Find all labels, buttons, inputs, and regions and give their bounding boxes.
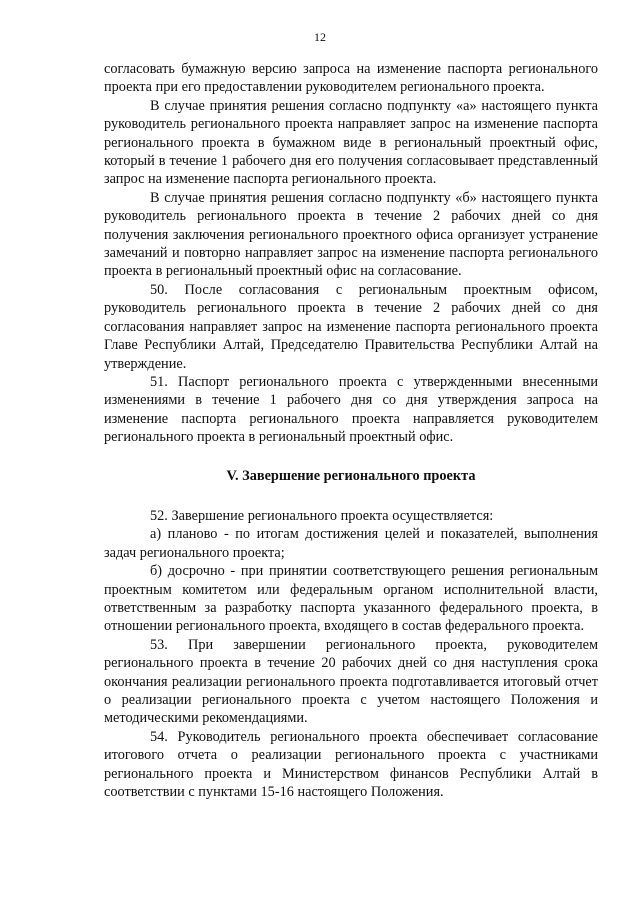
section-heading: V. Завершение регионального проекта <box>226 467 476 484</box>
paragraph-item-52: 52. Завершение регионального проекта осуществляется: <box>150 507 494 524</box>
paragraph-item-50: 50. После согласования с региональным проектным офисом, руководитель регионального проекта в течение 2 рабочих дней со дня согласования направляет запрос на изменение паспорта регионального проекта Главе Республики Алтай, Председателю Правительства Республики Алтай на утверждение. <box>104 281 598 372</box>
paragraph-subitem-a: а) планово - по итогам достижения целей и показателей, выполнения задач регионального проекта; <box>104 526 598 561</box>
paragraph-continuation: согласовать бумажную версию запроса на изменение паспорта регионального проекта при его предоставлении руководителем регионального проекта. <box>104 61 598 96</box>
paragraph-item-53: 53. При завершении регионального проекта, руководителем регионального проекта в течение 20 рабочих дней со дня наступления срока окончания реализации регионального проекта подготавливается итоговый отчет о реализации регионального проекта с учетом настоящего Положения и методическими рекомендациями. <box>104 636 598 727</box>
document-body <box>104 60 598 801</box>
paragraph: В случае принятия решения согласно подпункту «б» настоящего пункта руководитель регионального проекта в течение 2 рабочих дней со дня получения заключения регионального проектного офиса организует устранение замечаний и повторно направляет запрос на изменение паспорта регионального проекта в региональный проектный офис на согласование. <box>104 189 598 280</box>
paragraph-item-54: 54. Руководитель регионального проекта обеспечивает согласование итогового отчета о реализации регионального проекта с участниками регионального проекта и Министерством финансов Республики Алтай в соответствии с пунктами 15-16 настоящего Положения. <box>104 728 598 801</box>
paragraph-subitem-b: б) досрочно - при принятии соответствующего решения региональным проектным комитетом или федеральным органом исполнительной власти, ответственным за разработку паспорта указанного федерального проекта, в отношении регионального проекта, входящего в состав федерального проекта. <box>104 563 598 635</box>
paragraph-item-51: 51. Паспорт регионального проекта с утвержденными внесенными изменениями в течение 1 рабочего дня со дня утверждения запроса на изменение паспорта регионального проекта направляется руководителем регионального проекта в региональный проектный офис. <box>104 373 598 446</box>
paragraph: В случае принятия решения согласно подпункту «а» настоящего пункта руководитель регионального проекта направляет запрос на изменение паспорта регионального проекта в бумажном виде в региональный проектный офис, который в течение 1 рабочего дня его получения согласовывает представленный запрос на изменение паспорта регионального проекта. <box>104 97 598 188</box>
page-number: 12 <box>314 30 326 44</box>
